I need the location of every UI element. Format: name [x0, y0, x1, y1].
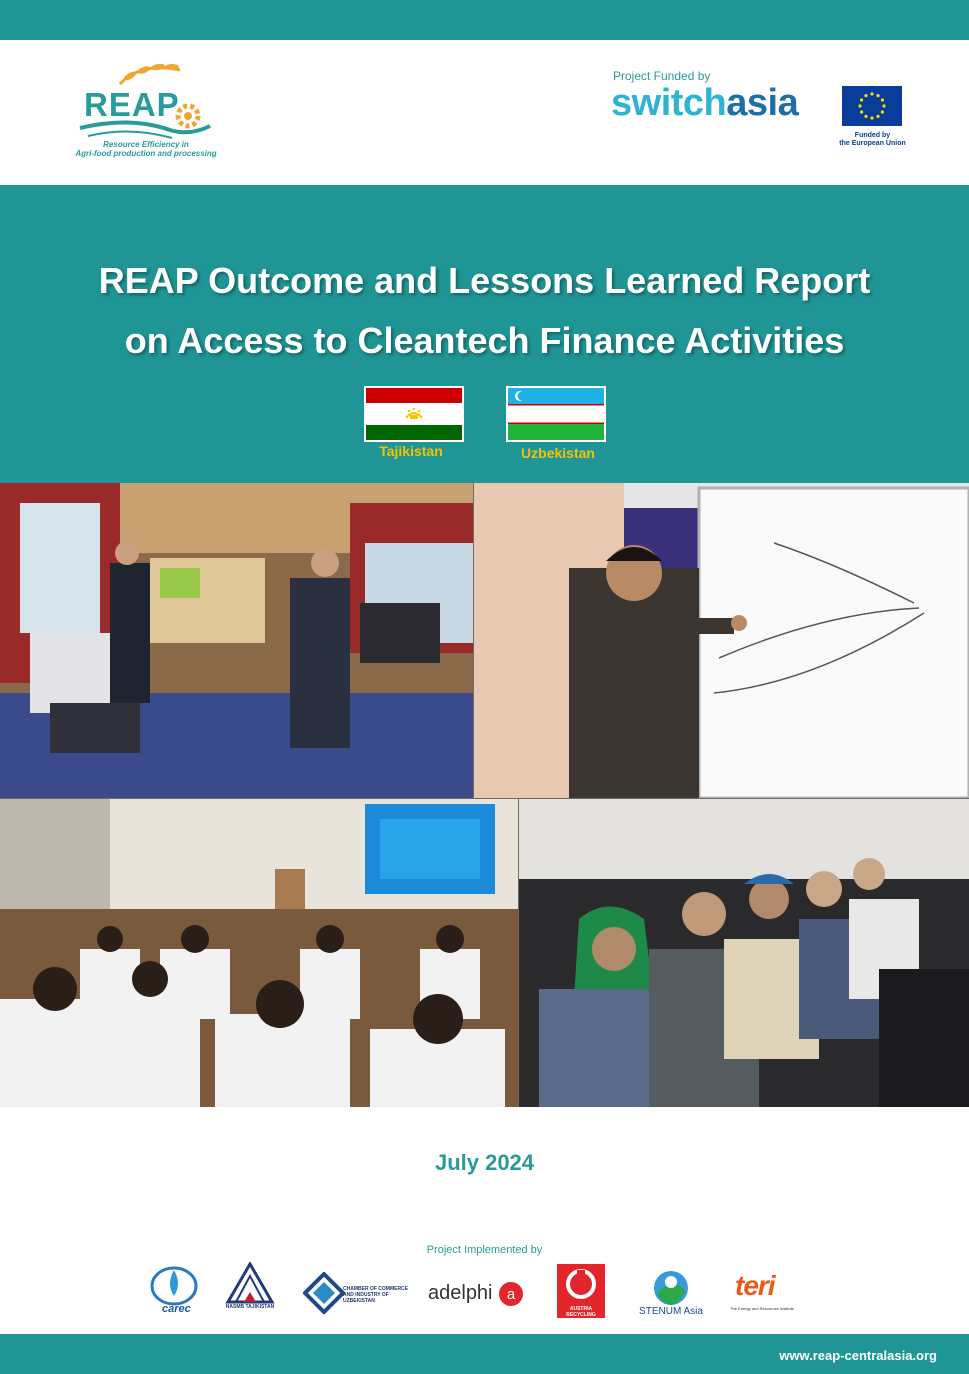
svg-text:a: a: [506, 1286, 516, 1303]
partner-teri-name: teri: [735, 1270, 775, 1301]
workshop-photo-1-graphic: [0, 483, 473, 798]
photo-collage: [0, 483, 969, 1107]
reap-tagline-line-1: Resource Efficiency in: [103, 140, 189, 149]
implemented-by-label: Project Implemented by: [426, 1244, 543, 1256]
partner-adelphi-name: adelphi: [428, 1282, 493, 1304]
partner-logos: [0, 1262, 969, 1322]
partner-nasmb: [224, 1262, 276, 1320]
website-link[interactable]: www.reap-centralasia.org: [779, 1348, 937, 1363]
footer-bar: [0, 1334, 969, 1374]
reap-tagline: [66, 140, 226, 158]
stenum-globe-icon: [651, 1268, 691, 1308]
whiteboard-photo-graphic: [474, 483, 969, 798]
report-title-line-2: on Access to Cleantech Finance Activities: [124, 320, 845, 361]
eu-flag-icon: [842, 86, 902, 126]
header: [0, 40, 969, 185]
funded-by-label: Project Funded by: [613, 69, 711, 83]
report-title: [40, 251, 929, 371]
partner-teri: [729, 1262, 795, 1320]
uzbekistan-flag-graphic: [508, 388, 604, 440]
asia-word: asia: [726, 82, 799, 124]
country-label-tajikistan: Tajikistan: [379, 443, 443, 459]
uzbekistan-flag-icon: [506, 386, 606, 442]
classroom-photo: [0, 799, 518, 1107]
ccu-icon: [303, 1272, 345, 1314]
adelphi-icon: [498, 1281, 524, 1307]
switchasia-logo: [611, 82, 798, 125]
partner-carec: [148, 1262, 200, 1320]
reap-tagline-line-2: Agri-food production and processing: [75, 149, 217, 158]
partner-nasmb-name: NASMB TAJIKISTAN: [225, 1304, 275, 1310]
eu-caption-line-1: Funded by: [854, 132, 891, 139]
workshop-photo-1: [0, 483, 473, 798]
partner-teri-subtitle: The Energy and Resources Institute: [730, 1306, 794, 1311]
partner-austria-recycling: [555, 1262, 607, 1320]
eu-caption-line-2: the European Union: [839, 140, 906, 147]
reap-logo: [60, 62, 230, 162]
whiteboard-photo: [474, 483, 969, 798]
nasmb-icon: [224, 1262, 276, 1310]
top-bar: [0, 0, 969, 40]
partner-ccu: [303, 1262, 413, 1320]
report-title-line-1: REAP Outcome and Lessons Learned Report: [98, 260, 871, 301]
reap-wordmark: REAP: [84, 86, 180, 123]
audience-photo: [519, 799, 969, 1107]
partner-stenum-name: STENUM Asia: [639, 1306, 703, 1317]
partner-adelphi: [428, 1262, 526, 1320]
audience-photo-graphic: [519, 799, 969, 1107]
eu-caption: [830, 132, 915, 148]
country-label-uzbekistan: Uzbekistan: [521, 445, 595, 461]
tajikistan-flag-icon: [364, 386, 464, 442]
switch-word: switch: [611, 82, 727, 124]
partner-stenum: [636, 1262, 706, 1320]
austria-recycling-icon: [555, 1262, 607, 1310]
partner-carec-name: carec: [162, 1303, 191, 1315]
partner-austria-recycling-name: AUSTRIA RECYCLING: [557, 1306, 605, 1318]
tajikistan-flag-graphic: [366, 388, 462, 440]
title-band: [0, 185, 969, 483]
classroom-photo-graphic: [0, 799, 518, 1107]
partner-ccu-name: CHAMBER OF COMMERCE AND INDUSTRY OF UZBEKISTAN: [343, 1286, 408, 1304]
eu-stars-icon: [842, 86, 902, 126]
report-date: July 2024: [434, 1150, 535, 1175]
